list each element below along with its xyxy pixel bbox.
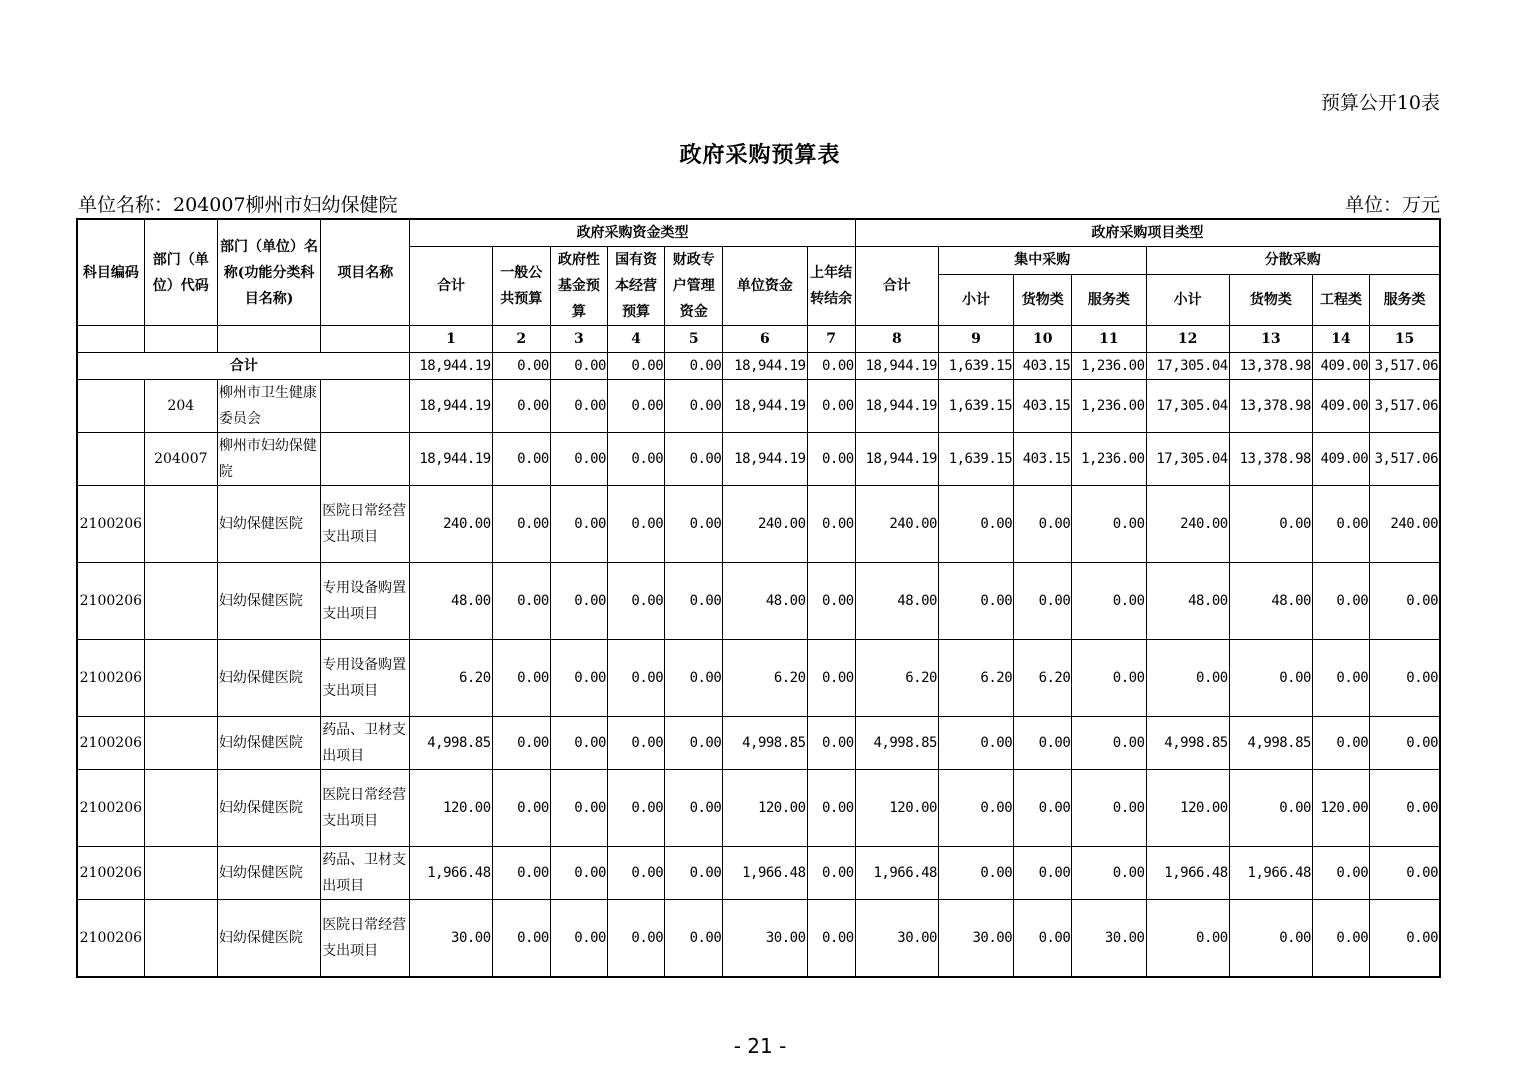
value-cell: 120.00 — [723, 770, 807, 847]
value-cell: 48.00 — [410, 563, 492, 640]
header-centralized: 集中采购 — [938, 247, 1146, 275]
value-cell: 13,378.98 — [1229, 353, 1312, 380]
value-cell: 0.00 — [1370, 717, 1440, 770]
value-cell: 120.00 — [410, 770, 492, 847]
value-cell: 409.00 — [1312, 380, 1369, 433]
table-row — [77, 770, 1440, 847]
value-cell: 0.00 — [1370, 563, 1440, 640]
procurement-budget-table — [76, 218, 1441, 978]
value-cell: 0.00 — [492, 770, 550, 847]
value-cell: 403.15 — [1014, 433, 1072, 486]
dept-name-cell: 妇幼保健医院 — [217, 717, 320, 770]
project-name-cell — [321, 433, 410, 486]
value-cell: 4,998.85 — [410, 717, 492, 770]
value-cell: 0.00 — [938, 770, 1013, 847]
value-cell: 0.00 — [807, 770, 855, 847]
table-row — [77, 717, 1440, 770]
header-general-budget: 一般公共预算 — [492, 247, 550, 326]
value-cell: 0.00 — [492, 486, 550, 563]
value-cell: 1,966.48 — [855, 847, 938, 900]
value-cell: 18,944.19 — [410, 353, 492, 380]
value-cell: 6.20 — [1014, 640, 1072, 717]
value-cell: 0.00 — [492, 640, 550, 717]
value-cell: 30.00 — [410, 900, 492, 977]
subject-code-cell — [77, 433, 144, 486]
header-subject-code: 科目编码 — [77, 219, 144, 326]
value-cell: 0.00 — [938, 486, 1013, 563]
value-cell: 18,944.19 — [723, 380, 807, 433]
value-cell: 3,517.06 — [1370, 380, 1440, 433]
project-name-cell: 药品、卫材支出项目 — [321, 847, 410, 900]
header-c-service: 服务类 — [1072, 274, 1146, 325]
project-name-cell: 医院日常经营支出项目 — [321, 486, 410, 563]
header-unit-fund: 单位资金 — [723, 247, 807, 326]
subject-code-cell: 2100206 — [77, 486, 144, 563]
value-cell: 48.00 — [1146, 563, 1229, 640]
value-cell: 0.00 — [938, 717, 1013, 770]
header-dept-name: 部门（单位）名称(功能分类科目名称) — [217, 219, 320, 326]
dept-name-cell: 柳州市卫生健康委员会 — [217, 380, 320, 433]
value-cell: 6.20 — [855, 640, 938, 717]
value-cell: 0.00 — [1229, 640, 1312, 717]
value-cell: 409.00 — [1312, 433, 1369, 486]
value-cell: 4,998.85 — [1229, 717, 1312, 770]
value-cell: 403.15 — [1014, 380, 1072, 433]
value-cell: 0.00 — [1072, 770, 1146, 847]
value-cell: 120.00 — [855, 770, 938, 847]
value-cell: 240.00 — [723, 486, 807, 563]
value-cell: 0.00 — [607, 563, 664, 640]
value-cell: 0.00 — [665, 486, 723, 563]
header-d-engineering: 工程类 — [1312, 274, 1369, 325]
value-cell: 4,998.85 — [723, 717, 807, 770]
value-cell: 0.00 — [607, 486, 664, 563]
value-cell: 6.20 — [410, 640, 492, 717]
value-cell: 30.00 — [1072, 900, 1146, 977]
header-c-goods: 货物类 — [1014, 274, 1072, 325]
col-number: 15 — [1370, 326, 1440, 353]
value-cell: 0.00 — [607, 717, 664, 770]
value-cell: 0.00 — [1014, 770, 1072, 847]
currency-unit-label: 单位：万元 — [1344, 194, 1440, 216]
col-number: 13 — [1229, 326, 1312, 353]
project-name-cell: 药品、卫材支出项目 — [321, 717, 410, 770]
value-cell: 0.00 — [807, 563, 855, 640]
dept-code-cell: 204007 — [144, 433, 217, 486]
value-cell: 0.00 — [1312, 486, 1369, 563]
value-cell: 0.00 — [492, 563, 550, 640]
subject-code-cell: 2100206 — [77, 770, 144, 847]
value-cell: 1,966.48 — [1229, 847, 1312, 900]
value-cell: 13,378.98 — [1229, 380, 1312, 433]
value-cell: 18,944.19 — [723, 353, 807, 380]
project-name-cell: 专用设备购置支出项目 — [321, 640, 410, 717]
value-cell: 0.00 — [1370, 640, 1440, 717]
value-cell: 0.00 — [1370, 900, 1440, 977]
dept-code-cell — [144, 847, 217, 900]
value-cell: 0.00 — [1229, 770, 1312, 847]
value-cell: 0.00 — [807, 380, 855, 433]
value-cell: 1,639.15 — [938, 433, 1013, 486]
value-cell: 0.00 — [607, 433, 664, 486]
value-cell: 0.00 — [550, 353, 607, 380]
value-cell: 0.00 — [550, 486, 607, 563]
header-project-total: 合计 — [855, 247, 938, 326]
col-number: 14 — [1312, 326, 1369, 353]
project-name-cell: 医院日常经营支出项目 — [321, 770, 410, 847]
value-cell: 0.00 — [665, 717, 723, 770]
dept-name-cell: 妇幼保健医院 — [217, 640, 320, 717]
value-cell: 0.00 — [492, 353, 550, 380]
value-cell: 0.00 — [607, 380, 664, 433]
col-number: 9 — [938, 326, 1013, 353]
table-row — [77, 847, 1440, 900]
value-cell: 0.00 — [607, 640, 664, 717]
value-cell: 1,966.48 — [1146, 847, 1229, 900]
value-cell: 0.00 — [1370, 770, 1440, 847]
value-cell: 17,305.04 — [1146, 433, 1229, 486]
col-number: 12 — [1146, 326, 1229, 353]
value-cell: 0.00 — [492, 717, 550, 770]
value-cell: 0.00 — [492, 900, 550, 977]
value-cell: 18,944.19 — [855, 433, 938, 486]
value-cell: 30.00 — [723, 900, 807, 977]
header-d-subtotal: 小计 — [1146, 274, 1229, 325]
dept-name-cell: 妇幼保健医院 — [217, 486, 320, 563]
table-row — [77, 433, 1440, 486]
value-cell: 0.00 — [665, 770, 723, 847]
value-cell: 0.00 — [492, 847, 550, 900]
value-cell: 0.00 — [1072, 847, 1146, 900]
value-cell: 3,517.06 — [1370, 353, 1440, 380]
subject-code-cell: 2100206 — [77, 900, 144, 977]
value-cell: 409.00 — [1312, 353, 1369, 380]
header-state-capital: 国有资本经营预算 — [607, 247, 664, 326]
value-cell: 1,236.00 — [1072, 380, 1146, 433]
table-number-label: 预算公开10表 — [1320, 92, 1440, 114]
value-cell: 240.00 — [855, 486, 938, 563]
value-cell: 0.00 — [1312, 717, 1369, 770]
value-cell: 0.00 — [550, 380, 607, 433]
header-decentralized: 分散采购 — [1146, 247, 1440, 275]
value-cell: 0.00 — [1370, 847, 1440, 900]
value-cell: 240.00 — [1146, 486, 1229, 563]
header-c-subtotal: 小计 — [938, 274, 1013, 325]
value-cell: 0.00 — [607, 847, 664, 900]
col-number: 7 — [807, 326, 855, 353]
value-cell: 0.00 — [665, 380, 723, 433]
value-cell: 17,305.04 — [1146, 380, 1229, 433]
table-row — [77, 640, 1440, 717]
subject-code-cell: 2100206 — [77, 717, 144, 770]
value-cell: 0.00 — [492, 433, 550, 486]
subject-code-cell: 2100206 — [77, 563, 144, 640]
col-number: 6 — [723, 326, 807, 353]
value-cell: 0.00 — [807, 353, 855, 380]
header-project-type-group: 政府采购项目类型 — [855, 219, 1440, 247]
dept-code-cell — [144, 900, 217, 977]
value-cell: 1,236.00 — [1072, 433, 1146, 486]
value-cell: 0.00 — [1312, 847, 1369, 900]
value-cell: 0.00 — [1312, 900, 1369, 977]
value-cell: 0.00 — [665, 847, 723, 900]
value-cell: 18,944.19 — [855, 380, 938, 433]
value-cell: 30.00 — [938, 900, 1013, 977]
header-gov-fund: 政府性基金预算 — [550, 247, 607, 326]
dept-name-cell: 妇幼保健医院 — [217, 900, 320, 977]
value-cell: 18,944.19 — [855, 353, 938, 380]
header-d-service: 服务类 — [1370, 274, 1440, 325]
value-cell: 0.00 — [492, 380, 550, 433]
table-row — [77, 563, 1440, 640]
value-cell: 0.00 — [665, 900, 723, 977]
total-label: 合计 — [77, 353, 410, 380]
value-cell: 48.00 — [1229, 563, 1312, 640]
value-cell: 0.00 — [550, 717, 607, 770]
value-cell: 0.00 — [938, 563, 1013, 640]
dept-code-cell — [144, 563, 217, 640]
col-number: 1 — [410, 326, 492, 353]
col-number: 11 — [1072, 326, 1146, 353]
value-cell: 18,944.19 — [723, 433, 807, 486]
unit-name-label: 单位名称：204007柳州市妇幼保健院 — [78, 194, 398, 216]
value-cell: 240.00 — [410, 486, 492, 563]
subject-code-cell: 2100206 — [77, 847, 144, 900]
col-number: 8 — [855, 326, 938, 353]
header-dept-code: 部门（单位）代码 — [144, 219, 217, 326]
col-number: 4 — [607, 326, 664, 353]
value-cell: 48.00 — [723, 563, 807, 640]
col-number: 2 — [492, 326, 550, 353]
value-cell: 0.00 — [550, 770, 607, 847]
value-cell: 0.00 — [807, 717, 855, 770]
value-cell: 0.00 — [550, 433, 607, 486]
value-cell: 0.00 — [550, 640, 607, 717]
total-row — [77, 353, 1440, 380]
value-cell: 18,944.19 — [410, 433, 492, 486]
page-number: - 21 - — [733, 1034, 787, 1058]
value-cell: 0.00 — [607, 900, 664, 977]
value-cell: 0.00 — [807, 433, 855, 486]
value-cell: 6.20 — [938, 640, 1013, 717]
value-cell: 17,305.04 — [1146, 353, 1229, 380]
value-cell: 13,378.98 — [1229, 433, 1312, 486]
value-cell: 0.00 — [1072, 640, 1146, 717]
value-cell: 30.00 — [855, 900, 938, 977]
table-row — [77, 380, 1440, 433]
value-cell: 0.00 — [1229, 900, 1312, 977]
table-body — [77, 353, 1440, 977]
value-cell: 240.00 — [1370, 486, 1440, 563]
subject-code-cell — [77, 380, 144, 433]
subject-code-cell: 2100206 — [77, 640, 144, 717]
value-cell: 403.15 — [1014, 353, 1072, 380]
value-cell: 1,639.15 — [938, 353, 1013, 380]
dept-code-cell — [144, 770, 217, 847]
header-project-name: 项目名称 — [321, 219, 410, 326]
value-cell: 0.00 — [807, 900, 855, 977]
page-title: 政府采购预算表 — [679, 142, 841, 168]
value-cell: 0.00 — [1014, 486, 1072, 563]
value-cell: 0.00 — [1014, 717, 1072, 770]
value-cell: 0.00 — [807, 847, 855, 900]
value-cell: 120.00 — [1312, 770, 1369, 847]
value-cell: 0.00 — [550, 563, 607, 640]
value-cell: 0.00 — [1312, 563, 1369, 640]
col-number: 10 — [1014, 326, 1072, 353]
header-carryover: 上年结转结余 — [807, 247, 855, 326]
value-cell: 4,998.85 — [1146, 717, 1229, 770]
table-row — [77, 900, 1440, 977]
col-number: 5 — [665, 326, 723, 353]
value-cell: 0.00 — [1014, 900, 1072, 977]
value-cell: 0.00 — [550, 900, 607, 977]
table-row — [77, 486, 1440, 563]
project-name-cell — [321, 380, 410, 433]
value-cell: 48.00 — [855, 563, 938, 640]
value-cell: 0.00 — [665, 563, 723, 640]
value-cell: 0.00 — [665, 433, 723, 486]
dept-name-cell: 妇幼保健医院 — [217, 563, 320, 640]
dept-name-cell: 妇幼保健医院 — [217, 847, 320, 900]
value-cell: 0.00 — [1146, 900, 1229, 977]
value-cell: 0.00 — [1072, 563, 1146, 640]
value-cell: 120.00 — [1146, 770, 1229, 847]
header-fund-type-group: 政府采购资金类型 — [410, 219, 855, 247]
dept-code-cell: 204 — [144, 380, 217, 433]
column-number-row — [77, 326, 1440, 353]
value-cell: 0.00 — [665, 353, 723, 380]
dept-name-cell: 柳州市妇幼保健院 — [217, 433, 320, 486]
dept-code-cell — [144, 486, 217, 563]
value-cell: 0.00 — [1312, 640, 1369, 717]
value-cell: 0.00 — [607, 353, 664, 380]
value-cell: 0.00 — [1014, 563, 1072, 640]
header-special-account: 财政专户管理资金 — [665, 247, 723, 326]
dept-code-cell — [144, 640, 217, 717]
value-cell: 0.00 — [665, 640, 723, 717]
project-name-cell: 专用设备购置支出项目 — [321, 563, 410, 640]
value-cell: 1,966.48 — [723, 847, 807, 900]
value-cell: 0.00 — [607, 770, 664, 847]
value-cell: 0.00 — [807, 640, 855, 717]
value-cell: 0.00 — [1014, 847, 1072, 900]
dept-code-cell — [144, 717, 217, 770]
value-cell: 6.20 — [723, 640, 807, 717]
dept-name-cell: 妇幼保健医院 — [217, 770, 320, 847]
value-cell: 0.00 — [1146, 640, 1229, 717]
value-cell: 1,236.00 — [1072, 353, 1146, 380]
value-cell: 0.00 — [1072, 486, 1146, 563]
value-cell: 0.00 — [938, 847, 1013, 900]
col-number: 3 — [550, 326, 607, 353]
header-fund-total: 合计 — [410, 247, 492, 326]
value-cell: 4,998.85 — [855, 717, 938, 770]
project-name-cell: 医院日常经营支出项目 — [321, 900, 410, 977]
value-cell: 0.00 — [1072, 717, 1146, 770]
value-cell: 1,966.48 — [410, 847, 492, 900]
header-d-goods: 货物类 — [1229, 274, 1312, 325]
value-cell: 3,517.06 — [1370, 433, 1440, 486]
value-cell: 18,944.19 — [410, 380, 492, 433]
value-cell: 0.00 — [807, 486, 855, 563]
value-cell: 1,639.15 — [938, 380, 1013, 433]
value-cell: 0.00 — [550, 847, 607, 900]
value-cell: 0.00 — [1229, 486, 1312, 563]
